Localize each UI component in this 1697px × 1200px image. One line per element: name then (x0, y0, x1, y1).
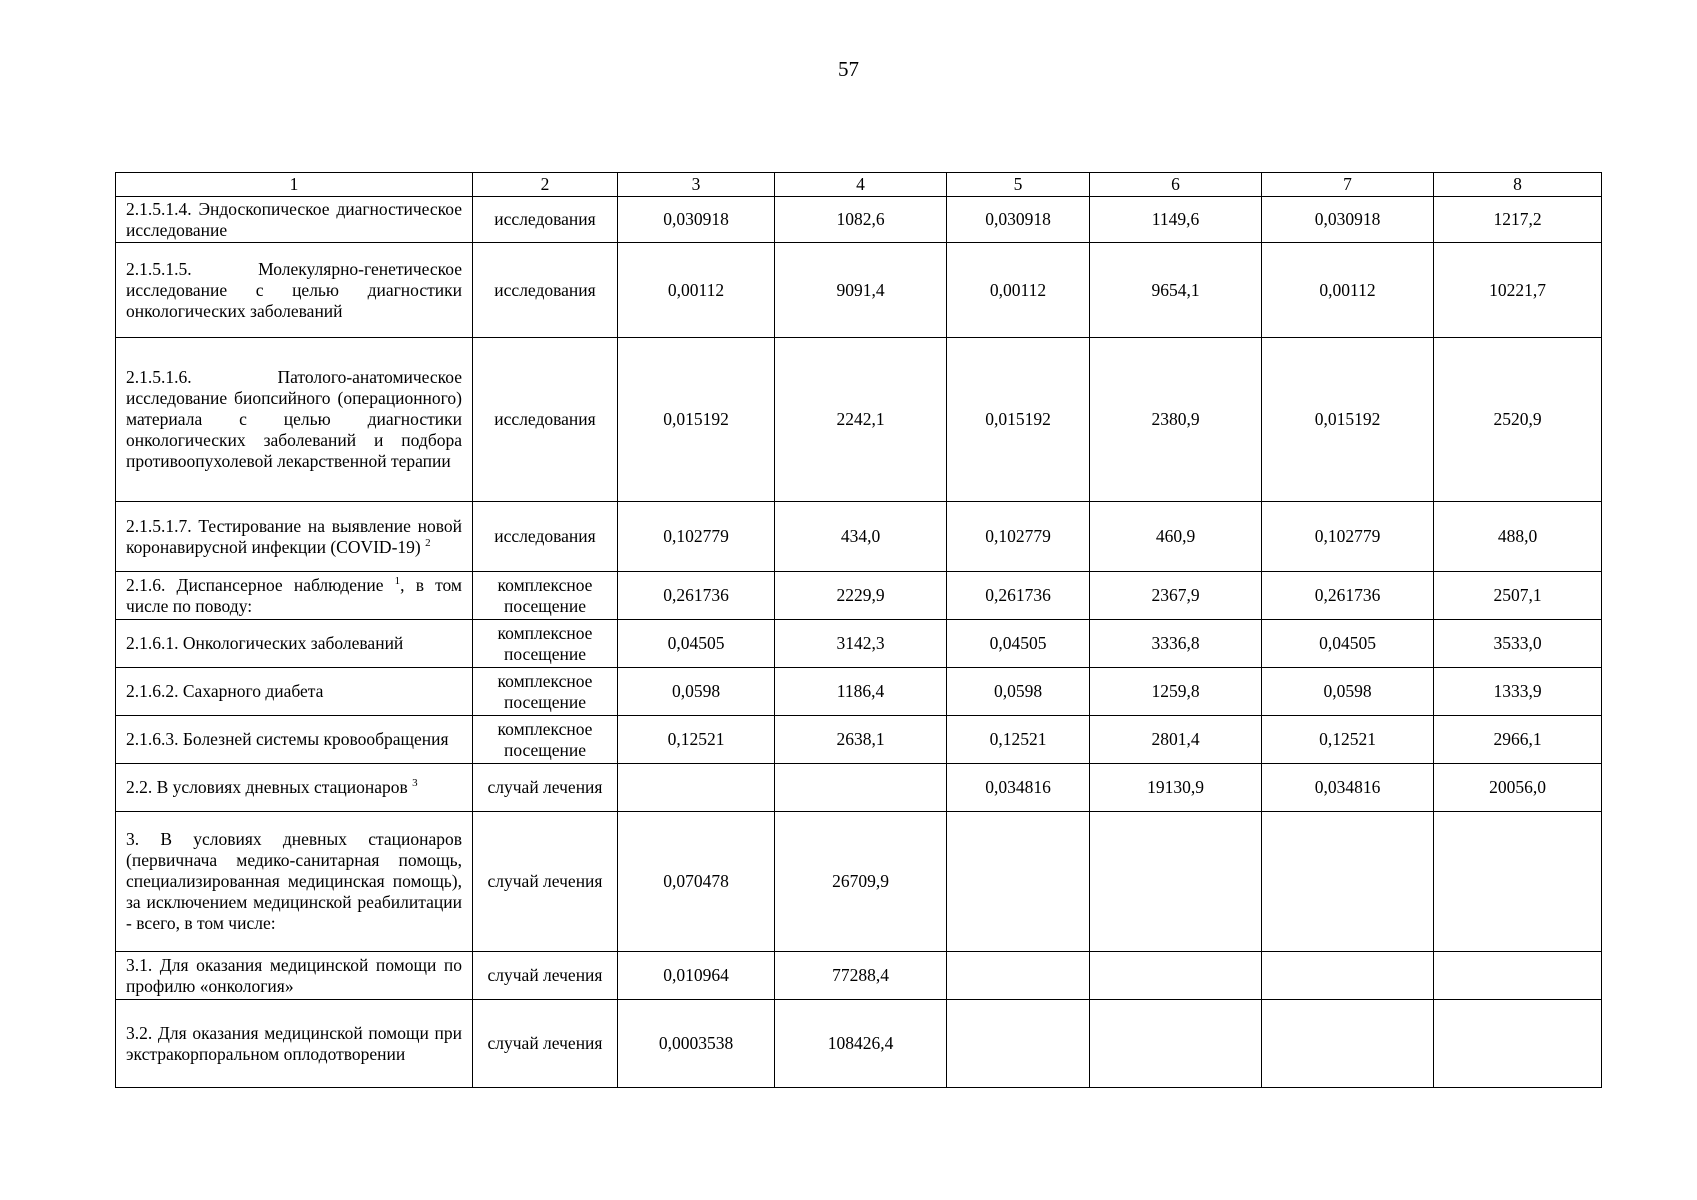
value-cell: 0,12521 (1262, 716, 1434, 764)
value-cell: 0,261736 (947, 572, 1090, 620)
value-cell: 9091,4 (775, 243, 947, 338)
table-row (116, 952, 1602, 1000)
unit-cell: исследования (473, 338, 618, 502)
value-cell: 0,0598 (947, 668, 1090, 716)
value-cell (1262, 1000, 1434, 1088)
value-cell: 2520,9 (1434, 338, 1602, 502)
row-name-text: 3. В условиях дневных стационаров (первичнача медико-санитарная помощь, специализированная медицинская помощь), за исключением медицинской реабилитации - всего, в том числе: (126, 829, 462, 933)
value-cell: 0,261736 (618, 572, 775, 620)
row-name-text: 2.1.6.2. Сахарного диабета (126, 681, 324, 701)
value-cell (947, 812, 1090, 952)
value-cell (1262, 952, 1434, 1000)
value-cell (947, 952, 1090, 1000)
value-cell: 0,04505 (618, 620, 775, 668)
value-cell: 0,015192 (618, 338, 775, 502)
column-number: 7 (1262, 173, 1434, 197)
value-cell: 1333,9 (1434, 668, 1602, 716)
value-cell: 0,0003538 (618, 1000, 775, 1088)
row-name (116, 572, 473, 620)
unit-cell: комплексное посещение (473, 620, 618, 668)
value-cell: 19130,9 (1090, 764, 1262, 812)
value-cell: 1259,8 (1090, 668, 1262, 716)
value-cell (1434, 952, 1602, 1000)
value-cell: 3142,3 (775, 620, 947, 668)
value-cell: 488,0 (1434, 502, 1602, 572)
unit-cell: исследования (473, 243, 618, 338)
row-name-text: 2.2. В условиях дневных стационаров (126, 777, 408, 797)
value-cell: 0,04505 (947, 620, 1090, 668)
value-cell: 2966,1 (1434, 716, 1602, 764)
value-cell: 77288,4 (775, 952, 947, 1000)
value-cell (1090, 812, 1262, 952)
unit-cell: случай лечения (473, 764, 618, 812)
value-cell: 10221,7 (1434, 243, 1602, 338)
row-name-text: 3.2. Для оказания медицинской помощи при экстракорпоральном оплодотворении (126, 1022, 462, 1064)
value-cell: 0,102779 (947, 502, 1090, 572)
row-name (116, 952, 473, 1000)
value-cell: 0,030918 (947, 197, 1090, 243)
unit-cell: исследования (473, 502, 618, 572)
value-cell (618, 764, 775, 812)
row-name (116, 197, 473, 243)
value-cell: 434,0 (775, 502, 947, 572)
value-cell (775, 764, 947, 812)
table-row (116, 620, 1602, 668)
row-name (116, 812, 473, 952)
value-cell: 3533,0 (1434, 620, 1602, 668)
row-name-text: 2.1.5.1.7. Тестирование на выявление новой коронавирусной инфекции (COVID-19) (126, 515, 462, 557)
column-number: 3 (618, 173, 775, 197)
value-cell: 0,010964 (618, 952, 775, 1000)
value-cell: 2367,9 (1090, 572, 1262, 620)
unit-cell: комплексное посещение (473, 668, 618, 716)
unit-cell: комплексное посещение (473, 572, 618, 620)
value-cell: 0,034816 (947, 764, 1090, 812)
data-table (115, 172, 1602, 1088)
value-cell: 0,12521 (947, 716, 1090, 764)
row-name (116, 338, 473, 502)
row-name (116, 243, 473, 338)
footnote-mark: 3 (412, 777, 418, 790)
row-name-text: 2.1.6.3. Болезней системы кровообращения (126, 729, 449, 749)
table-row (116, 338, 1602, 502)
unit-cell: комплексное посещение (473, 716, 618, 764)
value-cell (1262, 812, 1434, 952)
value-cell: 26709,9 (775, 812, 947, 952)
row-name (116, 620, 473, 668)
footnote-mark: 2 (425, 536, 431, 549)
value-cell: 20056,0 (1434, 764, 1602, 812)
row-name (116, 502, 473, 572)
table-row (116, 812, 1602, 952)
value-cell: 0,102779 (618, 502, 775, 572)
table-row (116, 716, 1602, 764)
value-cell: 0,102779 (1262, 502, 1434, 572)
column-number: 6 (1090, 173, 1262, 197)
value-cell: 2380,9 (1090, 338, 1262, 502)
value-cell: 1149,6 (1090, 197, 1262, 243)
column-number: 4 (775, 173, 947, 197)
row-name-text: 3.1. Для оказания медицинской помощи по профилю «онкология» (126, 954, 462, 996)
row-name (116, 764, 473, 812)
unit-cell: случай лечения (473, 1000, 618, 1088)
page-number: 57 (838, 57, 859, 81)
unit-cell: случай лечения (473, 952, 618, 1000)
column-number: 8 (1434, 173, 1602, 197)
value-cell (947, 1000, 1090, 1088)
value-cell: 108426,4 (775, 1000, 947, 1088)
row-name-text: , в том числе по поводу: (126, 574, 463, 616)
row-name-text: 2.1.6. Диспансерное наблюдение (126, 574, 384, 595)
value-cell: 2507,1 (1434, 572, 1602, 620)
table-row (116, 197, 1602, 243)
value-cell: 0,070478 (618, 812, 775, 952)
value-cell: 0,261736 (1262, 572, 1434, 620)
value-cell: 2638,1 (775, 716, 947, 764)
value-cell: 0,00112 (1262, 243, 1434, 338)
value-cell: 0,12521 (618, 716, 775, 764)
value-cell: 3336,8 (1090, 620, 1262, 668)
value-cell (1090, 1000, 1262, 1088)
value-cell: 1217,2 (1434, 197, 1602, 243)
value-cell: 0,030918 (1262, 197, 1434, 243)
column-number: 2 (473, 173, 618, 197)
value-cell: 2229,9 (775, 572, 947, 620)
table-row (116, 502, 1602, 572)
row-name (116, 716, 473, 764)
column-number: 1 (116, 173, 473, 197)
value-cell: 0,015192 (1262, 338, 1434, 502)
value-cell: 9654,1 (1090, 243, 1262, 338)
row-name-text: 2.1.5.1.4. Эндоскопическое диагностическое исследование (126, 198, 462, 240)
value-cell: 460,9 (1090, 502, 1262, 572)
value-cell: 0,0598 (618, 668, 775, 716)
table-row (116, 1000, 1602, 1088)
footnote-mark: 1 (394, 574, 401, 587)
value-cell (1434, 812, 1602, 952)
value-cell: 2801,4 (1090, 716, 1262, 764)
row-name-text: 2.1.6.1. Онкологических заболеваний (126, 633, 404, 653)
value-cell: 0,00112 (618, 243, 775, 338)
value-cell: 2242,1 (775, 338, 947, 502)
header-row (116, 173, 1602, 197)
value-cell: 0,015192 (947, 338, 1090, 502)
row-name (116, 668, 473, 716)
column-number: 5 (947, 173, 1090, 197)
table-row (116, 572, 1602, 620)
value-cell (1090, 952, 1262, 1000)
value-cell: 0,04505 (1262, 620, 1434, 668)
value-cell: 0,00112 (947, 243, 1090, 338)
value-cell: 1082,6 (775, 197, 947, 243)
table-row (116, 668, 1602, 716)
value-cell (1434, 1000, 1602, 1088)
unit-cell: исследования (473, 197, 618, 243)
value-cell: 0,034816 (1262, 764, 1434, 812)
table-row (116, 243, 1602, 338)
row-name-text: 2.1.5.1.5. Молекулярно-генетическое исследование с целью диагностики онкологических заболеваний (126, 258, 462, 321)
unit-cell: случай лечения (473, 812, 618, 952)
row-name-text: 2.1.5.1.6. Патолого-анатомическое исследование биопсийного (операционного) материала с целью диагностики онкологических заболеваний и подбора противоопухолевой лекарственной терапии (126, 367, 462, 471)
value-cell: 0,0598 (1262, 668, 1434, 716)
value-cell: 1186,4 (775, 668, 947, 716)
table-row (116, 764, 1602, 812)
row-name (116, 1000, 473, 1088)
value-cell: 0,030918 (618, 197, 775, 243)
